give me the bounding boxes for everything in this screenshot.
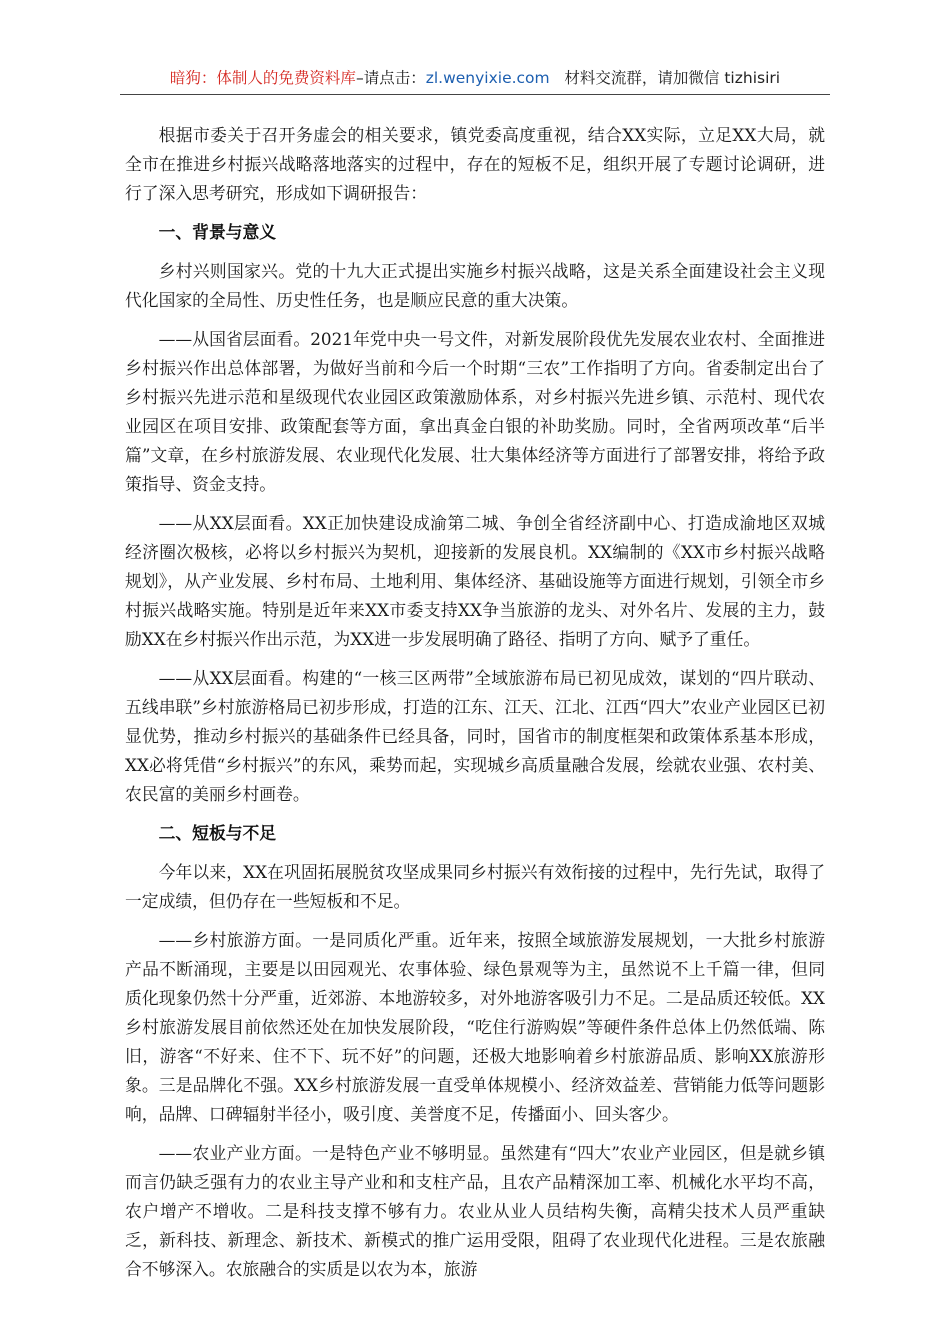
paragraph-city-level: ——从XX层面看。XX正加快建设成渝第二城、争创全省经济副中心、打造成渝地区双城经济圈次极核，必将以乡村振兴为契机，迎接新的发展良机。XX编制的《XX市乡村振兴战略规划》，从产业发展、乡村布局、土地利用、集体经济、基础设施等方面进行规划，引领全市乡村振兴战略实施。特别是近年来XX市委支持XX争当旅游的龙头、对外名片、发展的主力，鼓励XX在乡村振兴作出示范，为XX进一步发展明确了路径、指明了方向、赋予了重任。	[125, 513, 825, 649]
paragraph-rural-revitalization: 乡村兴则国家兴。党的十九大正式提出实施乡村振兴战略，这是关系全面建设社会主义现代化国家的全局性、历史性任务，也是顺应民意的重大决策。	[125, 261, 825, 310]
paragraph-agriculture-industry: ——农业产业方面。一是特色产业不够明显。虽然建有“四大”农业产业园区，但是就乡镇而言仍缺乏强有力的农业主导产业和和支柱产品，且农产品精深加工率、机械化水平均不高，农户增产不增收。二是科技支撑不够有力。农业从业人员结构失衡，高精尖技术人员严重缺乏，新科技、新理念、新技术、新模式的推广运用受限，阻碍了农业现代化进程。三是农旅融合不够深入。农旅融合的实质是以农为本，旅游	[125, 1143, 825, 1279]
header-prompt: –请点击：	[355, 69, 426, 87]
paragraph-local-level: ——从XX层面看。构建的“一核三区两带”全域旅游布局已初见成效，谋划的“四片联动、五线串联”乡村旅游格局已初步形成，打造的江东、江天、江北、江西“四大”农业产业园区已初显优势，推动乡村振兴的基础条件已经具备，同时，国省市的制度框架和政策体系基本形成，XX必将凭借“乡村振兴”的东风，乘势而起，实现城乡高质量融合发展，绘就农业强、农村美、农民富的美丽乡村画卷。	[125, 668, 825, 804]
header-link[interactable]: zl.wenyixie.com	[425, 69, 550, 87]
intro-paragraph: 根据市委关于召开务虚会的相关要求，镇党委高度重视，结合XX实际，立足XX大局，就全市在推进乡村振兴战略落地落实的过程中，存在的短板不足，组织开展了专题讨论调研，进行了深入思考研究，形成如下调研报告：	[125, 125, 825, 203]
header-site-name: 暗狗：体制人的免费资料库	[169, 69, 356, 87]
paragraph-rural-tourism: ——乡村旅游方面。一是同质化严重。近年来，按照全域旅游发展规划，一大批乡村旅游产品不断涌现，主要是以田园观光、农事体验、绿色景观等为主，虽然说不上千篇一律，但同质化现象仍然十分严重，近郊游、本地游较多，对外地游客吸引力不足。二是品质还较低。XX乡村旅游发展目前依然还处在加快发展阶段，“吃住行游购娱”等硬件条件总体上仍然低端、陈旧，游客“不好来、住不下、玩不好”的问题，还极大地影响着乡村旅游品质、影响XX旅游形象。三是品牌化不强。XX乡村旅游发展一直受单体规模小、经济效益差、营销能力低等问题影响，品牌、口碑辐射半径小，吸引度、美誉度不足，传播面小、回头客少。	[125, 930, 825, 1124]
page-header	[120, 66, 830, 90]
section-heading-background: 一、背景与意义	[158, 222, 277, 242]
paragraph-national-provincial-level: ——从国省层面看。2021年党中央一号文件，对新发展阶段优先发展农业农村、全面推进乡村振兴作出总体部署，为做好当前和今后一个时期“三农”工作指明了方向。省委制定出台了乡村振兴先进示范和星级现代农业园区政策激励体系，对乡村振兴先进乡镇、示范村、现代农业园区在项目安排、政策配套等方面，拿出真金白银的补助奖励。同时，全省两项改革“后半篇”文章，在乡村旅游发展、农业现代化发展、壮大集体经济等方面进行了部署安排，将给予政策指导、资金支持。	[125, 329, 825, 494]
document-body	[125, 121, 825, 1294]
header-divider	[120, 94, 830, 95]
header-wechat-note: 材料交流群，请加微信 tizhisiri	[564, 69, 781, 87]
section-heading-shortcomings: 二、短板与不足	[158, 823, 277, 843]
paragraph-shortcomings-intro: 今年以来，XX在巩固拓展脱贫攻坚成果同乡村振兴有效衔接的过程中，先行先试，取得了一定成绩，但仍存在一些短板和不足。	[125, 862, 825, 911]
